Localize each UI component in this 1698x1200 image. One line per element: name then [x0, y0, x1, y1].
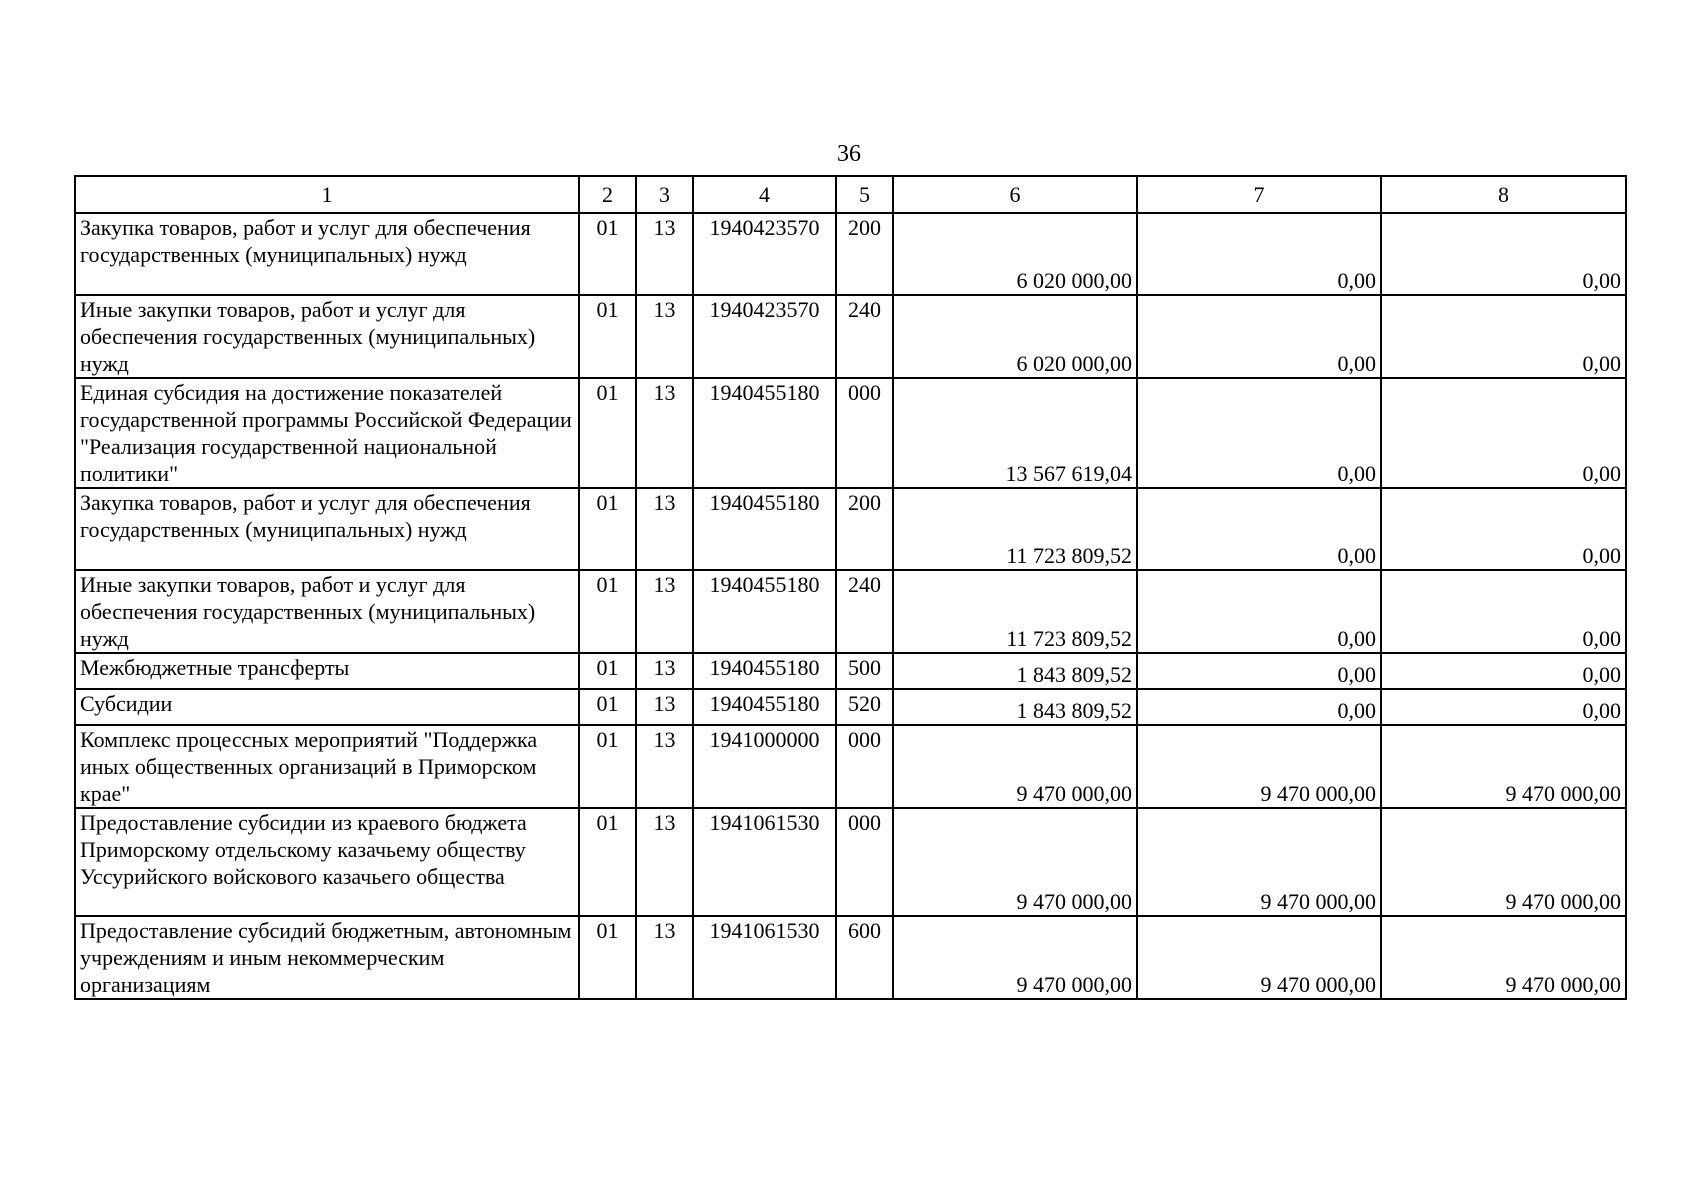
amount-col8: 9 470 000,00 — [1381, 725, 1626, 808]
subsection-code: 13 — [636, 653, 693, 689]
target-article-code: 1940423570 — [693, 213, 836, 295]
amount-col7: 0,00 — [1137, 488, 1381, 570]
amount-col8: 0,00 — [1381, 295, 1626, 378]
section-code: 01 — [579, 378, 636, 488]
amount-col7: 0,00 — [1137, 295, 1381, 378]
section-code: 01 — [579, 808, 636, 916]
expense-type-code: 000 — [836, 725, 893, 808]
amount-col8: 0,00 — [1381, 488, 1626, 570]
row-name: Иные закупки товаров, работ и услуг для обеспечения государственных (муниципальных) нужд — [75, 570, 579, 653]
header-cell: 3 — [636, 176, 693, 213]
expense-type-code: 520 — [836, 689, 893, 725]
expense-type-code: 240 — [836, 570, 893, 653]
row-name: Единая субсидия на достижение показателей государственной программы Российской Федерации "Реализация государственной национальной политики" — [75, 378, 579, 488]
row-name: Субсидии — [75, 689, 579, 725]
subsection-code: 13 — [636, 725, 693, 808]
table-row — [75, 570, 1626, 653]
target-article-code: 1940455180 — [693, 488, 836, 570]
amount-col8: 9 470 000,00 — [1381, 916, 1626, 999]
header-cell: 7 — [1137, 176, 1381, 213]
target-article-code: 1940455180 — [693, 378, 836, 488]
expense-type-code: 200 — [836, 488, 893, 570]
table-row — [75, 488, 1626, 570]
section-code: 01 — [579, 725, 636, 808]
target-article-code: 1941061530 — [693, 916, 836, 999]
amount-col8: 0,00 — [1381, 689, 1626, 725]
amount-col7: 9 470 000,00 — [1137, 725, 1381, 808]
expense-type-code: 000 — [836, 378, 893, 488]
target-article-code: 1940455180 — [693, 689, 836, 725]
section-code: 01 — [579, 488, 636, 570]
header-cell: 6 — [893, 176, 1137, 213]
row-name: Предоставление субсидий бюджетным, автономным учреждениям и иным некоммерческим организациям — [75, 916, 579, 999]
amount-col7: 0,00 — [1137, 213, 1381, 295]
section-code: 01 — [579, 689, 636, 725]
row-name: Закупка товаров, работ и услуг для обеспечения государственных (муниципальных) нужд — [75, 213, 579, 295]
amount-col7: 9 470 000,00 — [1137, 916, 1381, 999]
row-name: Комплекс процессных мероприятий "Поддержка иных общественных организаций в Приморском крае" — [75, 725, 579, 808]
table-row — [75, 378, 1626, 488]
amount-col8: 0,00 — [1381, 570, 1626, 653]
amount-col6: 11 723 809,52 — [893, 570, 1137, 653]
amount-col8: 0,00 — [1381, 378, 1626, 488]
row-name: Предоставление субсидии из краевого бюджета Приморскому отдельскому казачьему обществу Уссурийского войскового казачьего общества — [75, 808, 579, 916]
amount-col7: 0,00 — [1137, 689, 1381, 725]
expense-type-code: 240 — [836, 295, 893, 378]
header-cell: 5 — [836, 176, 893, 213]
expense-type-code: 500 — [836, 653, 893, 689]
row-name: Межбюджетные трансферты — [75, 653, 579, 689]
amount-col6: 6 020 000,00 — [893, 213, 1137, 295]
subsection-code: 13 — [636, 689, 693, 725]
table-row — [75, 689, 1626, 725]
table-row — [75, 808, 1626, 916]
target-article-code: 1941061530 — [693, 808, 836, 916]
section-code: 01 — [579, 295, 636, 378]
amount-col6: 1 843 809,52 — [893, 653, 1137, 689]
amount-col6: 1 843 809,52 — [893, 689, 1137, 725]
header-row — [75, 176, 1626, 213]
amount-col6: 11 723 809,52 — [893, 488, 1137, 570]
target-article-code: 1940455180 — [693, 653, 836, 689]
subsection-code: 13 — [636, 808, 693, 916]
subsection-code: 13 — [636, 570, 693, 653]
header-cell: 4 — [693, 176, 836, 213]
amount-col6: 9 470 000,00 — [893, 808, 1137, 916]
target-article-code: 1941000000 — [693, 725, 836, 808]
section-code: 01 — [579, 213, 636, 295]
amount-col7: 0,00 — [1137, 378, 1381, 488]
amount-col8: 0,00 — [1381, 213, 1626, 295]
subsection-code: 13 — [636, 295, 693, 378]
table-row — [75, 653, 1626, 689]
section-code: 01 — [579, 916, 636, 999]
amount-col7: 0,00 — [1137, 653, 1381, 689]
subsection-code: 13 — [636, 488, 693, 570]
subsection-code: 13 — [636, 916, 693, 999]
page-number: 36 — [837, 141, 861, 167]
target-article-code: 1940455180 — [693, 570, 836, 653]
header-cell: 8 — [1381, 176, 1626, 213]
amount-col6: 6 020 000,00 — [893, 295, 1137, 378]
subsection-code: 13 — [636, 213, 693, 295]
amount-col8: 9 470 000,00 — [1381, 808, 1626, 916]
section-code: 01 — [579, 570, 636, 653]
header-cell: 2 — [579, 176, 636, 213]
amount-col7: 0,00 — [1137, 570, 1381, 653]
target-article-code: 1940423570 — [693, 295, 836, 378]
table-row — [75, 725, 1626, 808]
table-row — [75, 916, 1626, 999]
header-cell: 1 — [75, 176, 579, 213]
table-row — [75, 213, 1626, 295]
amount-col6: 13 567 619,04 — [893, 378, 1137, 488]
row-name: Иные закупки товаров, работ и услуг для обеспечения государственных (муниципальных) нужд — [75, 295, 579, 378]
expense-type-code: 000 — [836, 808, 893, 916]
section-code: 01 — [579, 653, 636, 689]
expense-type-code: 600 — [836, 916, 893, 999]
expense-type-code: 200 — [836, 213, 893, 295]
amount-col6: 9 470 000,00 — [893, 725, 1137, 808]
table-row — [75, 295, 1626, 378]
row-name: Закупка товаров, работ и услуг для обеспечения государственных (муниципальных) нужд — [75, 488, 579, 570]
subsection-code: 13 — [636, 378, 693, 488]
budget-table — [74, 175, 1627, 1000]
amount-col7: 9 470 000,00 — [1137, 808, 1381, 916]
amount-col8: 0,00 — [1381, 653, 1626, 689]
amount-col6: 9 470 000,00 — [893, 916, 1137, 999]
